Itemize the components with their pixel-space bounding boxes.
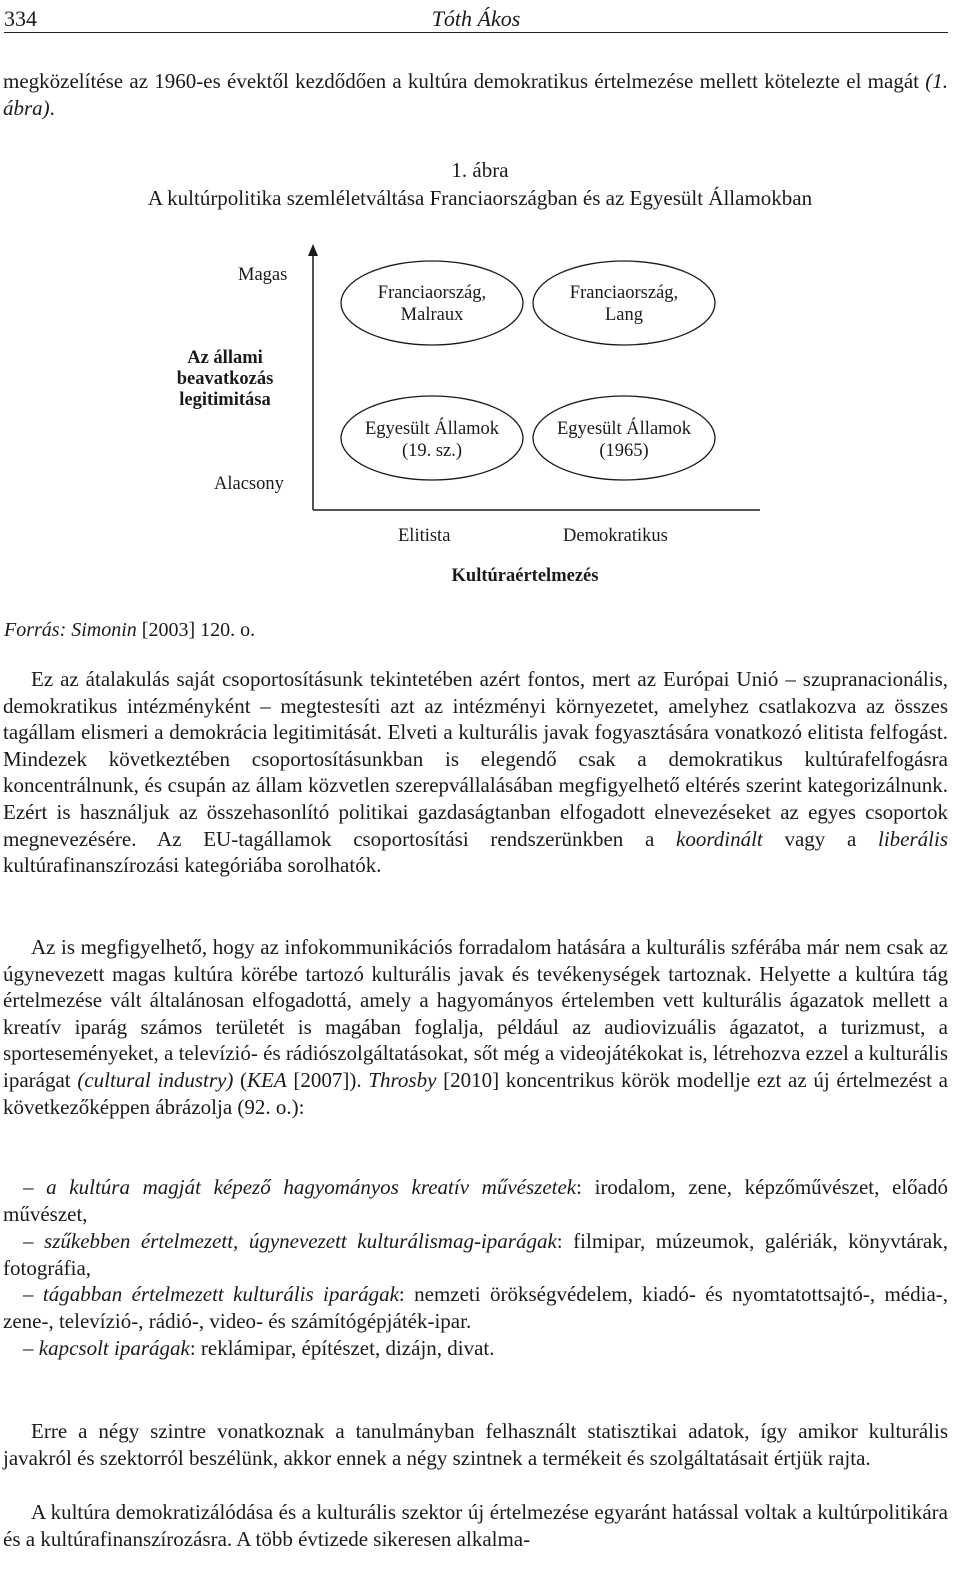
list-desc: : irodalom, zene, képzőművészet, előadó művészet, bbox=[3, 1175, 948, 1226]
list-item bbox=[3, 1335, 948, 1362]
figure-label: 1. ábra bbox=[451, 158, 509, 182]
list-desc: : reklámipar, építészet, dizájn, divat. bbox=[189, 1336, 495, 1360]
y-high-label: Magas bbox=[238, 265, 288, 285]
list-dash: – bbox=[23, 1336, 39, 1360]
y-low-label: Alacsony bbox=[214, 474, 284, 494]
p2-text: Az is megfigyelhető, hogy az infokommunikációs forradalom hatására a kulturális szférába már nem csak az úgynevezett magas kultúra körébe tartozó kulturális javak és tevékenységek tartoznak. Helyette a kultúra tág értelmezése vált általánosan elfogadottá, amely a hagyományos értelemben vett kulturális ágazatok mellett a kreatív iparág számos területét is magában foglalja, például az audiovizuális ágazatot, a turizmust, a sporteseményeket, a televízió- és rádiószolgáltatásokat, sőt még a videojátékokat is, létrehozva ezzel a kulturális iparágat bbox=[3, 935, 948, 1092]
ref-kea: KEA bbox=[247, 1067, 287, 1092]
p1-text: Ez az átalakulás saját csoportosításunk tekintetében azért fontos, mert az Európai Unió – szupranacionális, demokratikus intézményként – megtestesíti azt az intézményi környezetet, amelyhez csatlakozva az összes tagállam elismeri a demokrácia legitimitását. Elveti a kulturális javak fogyasztására vonatkozó elitista felfogást. Mindezek következtében csoportosításunkban is elegendő csak a demokratikus kultúrafelfogásra koncentrálnunk, és csupán az állam közvetlen szerepvállalásában megfigyelhető eltérés szerint kategorizálnunk. Ezért is használjuk az összehasonlító politikai gazdaságtanban elfogadott elnevezéseket az egyes csoportok megnevezésére. Az EU-tagállamok csoportosítási rendszerünkben a bbox=[3, 667, 948, 851]
list-item bbox=[3, 1281, 948, 1334]
p1-mid: vagy a bbox=[762, 826, 878, 851]
cell-bottom-right-line2: (1965) bbox=[599, 441, 649, 461]
list-desc: : filmipar, múzeumok, galériák, könyvtárak, fotográfia, bbox=[3, 1229, 949, 1280]
list-dash: – bbox=[23, 1229, 45, 1253]
intro-text: megközelítése az 1960-es évektől kezdődően a kultúra demokratikus értelmezése mellett kötelezte el magát bbox=[3, 69, 926, 93]
running-author: Tóth Ákos bbox=[431, 6, 521, 31]
figure-reference: (1. ábra) bbox=[3, 69, 948, 120]
paragraph-1 bbox=[3, 666, 948, 879]
paragraph-4: A kultúra demokratizálódása és a kulturális szektor új értelmezése egyaránt hatással voltak a kultúrpolitikára és a kultúrafinanszírozásra. A több évtizede sikeresen alkalma- bbox=[3, 1500, 948, 1551]
p2-mid2: [2007]). bbox=[286, 1067, 369, 1092]
running-header bbox=[4, 4, 948, 33]
intro-tail: . bbox=[49, 95, 55, 120]
paragraph-3: Erre a négy szintre vonatkoznak a tanulmányban felhasznált statisztikai adatok, így amikor kulturális javakról és szektorról beszélünk, akkor ennek a négy szintnek a termékeit és szolgáltatásait értjük rajta. bbox=[3, 1419, 948, 1470]
term-cultural-industry: (cultural industry) bbox=[77, 1067, 234, 1092]
source-label: Forrás: Simonin bbox=[4, 619, 137, 641]
figure-title: A kultúrpolitika szemléletváltása Franciaországban és az Egyesült Államokban bbox=[147, 186, 813, 210]
list-dash: – bbox=[23, 1282, 43, 1306]
cell-bottom-left-line2: (19. sz.) bbox=[401, 441, 463, 461]
ref-throsby: Throsby bbox=[368, 1067, 437, 1092]
list-term: tágabban értelmezett kulturális iparágak bbox=[42, 1282, 399, 1306]
x-axis-title: Kultúraértelmezés bbox=[451, 566, 599, 586]
list-item bbox=[3, 1228, 948, 1281]
term-liberalis: liberális bbox=[877, 826, 948, 851]
cell-bottom-right bbox=[533, 418, 715, 462]
cell-top-right-line2: Lang bbox=[604, 305, 643, 325]
page-number: 334 bbox=[4, 6, 37, 31]
y-axis-title: Az állami beavatkozás legitimitása bbox=[176, 348, 274, 410]
cell-top-right bbox=[533, 282, 715, 326]
list-item bbox=[3, 1174, 948, 1227]
paragraph-2 bbox=[3, 934, 948, 1120]
x-right-label: Demokratikus bbox=[563, 526, 668, 546]
cell-bottom-right-line1: Egyesült Államok bbox=[556, 419, 692, 439]
p2-mid1: ( bbox=[233, 1067, 248, 1092]
cell-bottom-left bbox=[341, 418, 523, 462]
figure-source bbox=[4, 619, 255, 642]
y-axis-arrowhead bbox=[308, 244, 318, 256]
cell-bottom-left-line1: Egyesült Államok bbox=[364, 419, 500, 439]
list-term: a kultúra magját képező hagyományos kreatív művészetek bbox=[46, 1175, 577, 1199]
term-koordinalt: koordinált bbox=[676, 826, 763, 851]
list-term: szűkebben értelmezett, úgynevezett kulturálismag-iparágak bbox=[44, 1229, 557, 1253]
cell-top-right-line1: Franciaország, bbox=[569, 283, 679, 303]
cell-top-left-line2: Malraux bbox=[400, 305, 464, 325]
list-dash: – bbox=[23, 1175, 47, 1199]
intro-paragraph bbox=[3, 68, 948, 121]
p1-end: kultúrafinanszírozási kategóriába sorolhatók. bbox=[3, 853, 382, 878]
cell-top-left bbox=[341, 282, 523, 326]
list-term: kapcsolt iparágak bbox=[38, 1336, 190, 1360]
source-reference: [2003] 120. o. bbox=[136, 619, 256, 641]
cell-top-left-line1: Franciaország, bbox=[377, 283, 487, 303]
list-desc: : nemzeti örökségvédelem, kiadó- és nyomtatottsajtó-, média-, zene-, televízió-, rádió-, video- és számítógépjáték-ipar. bbox=[3, 1282, 949, 1333]
p2-end: [2010] koncentrikus körök modellje ezt az új értelmezést a következőképpen ábrázolja (92. o.): bbox=[3, 1067, 948, 1119]
figure-diagram bbox=[0, 240, 960, 600]
x-left-label: Elitista bbox=[398, 526, 451, 546]
